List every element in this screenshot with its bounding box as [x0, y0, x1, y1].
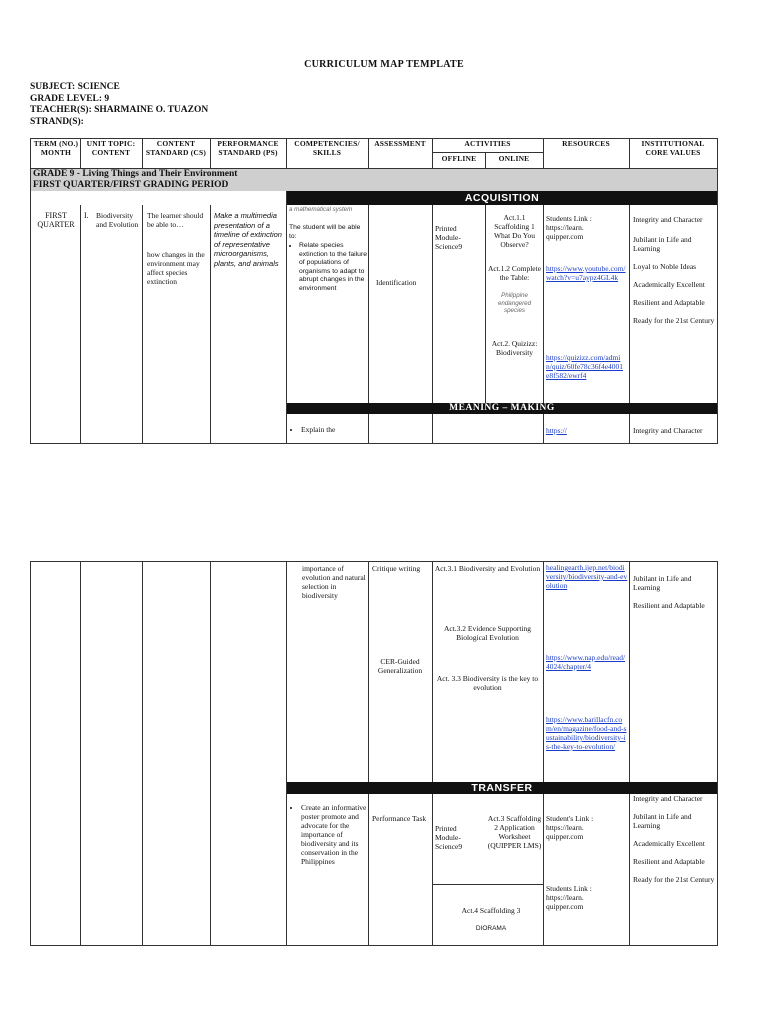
grade-band-period: FIRST QUARTER/FIRST GRADING PERIOD: [33, 180, 229, 190]
transfer-offline-module: Printed Module-Science9: [435, 824, 463, 851]
core-value: Academically Excellent: [633, 280, 705, 289]
activity-3-2: Act.3.2 Evidence Supporting Biological Evolution: [443, 624, 532, 642]
header-core-values: INSTITUTIONAL CORE VALUES: [641, 139, 705, 157]
subject-line: SUBJECT: SCIENCE: [30, 82, 120, 92]
core-value: Jubilant in Life and Learning: [633, 812, 692, 830]
offline-module: Printed Module-Science9: [435, 224, 463, 251]
header-online: ONLINE: [498, 154, 530, 163]
core-value: Jubilant in Life and Learning: [633, 235, 692, 253]
acquisition-band: ACQUISITION: [287, 191, 717, 205]
core-value: Loyal to Noble Ideas: [633, 262, 697, 271]
transfer-assessment: Performance Task: [372, 814, 427, 823]
core-values-list: [633, 215, 717, 325]
core-values-list-top: [633, 574, 717, 610]
competency-list: [289, 242, 367, 293]
resource-nap-link[interactable]: https://www.nap.edu/read/4024/chapter/4: [546, 653, 626, 671]
grade-band-title: GRADE 9 - Living Things and Their Environment: [33, 169, 238, 179]
meaning-competency-item: • Explain the: [301, 425, 367, 434]
document-meta: [30, 82, 208, 128]
header-assessment: ASSESSMENT: [374, 139, 426, 148]
competency-intro: The student will be able to:: [289, 224, 361, 240]
assessment-identification: Identification: [376, 278, 417, 287]
unit-topic: Biodiversity and Evolution: [96, 211, 139, 229]
resource-students-link-label: Students Link :: [546, 214, 592, 223]
header-resources: RESOURCES: [562, 139, 610, 148]
activity-1-1: Act.1.1 Scaffolding 1 What Do You Observe?: [493, 213, 536, 249]
resource-quizizz-link[interactable]: https://quizizz.com/admin/quiz/60fe78c36f4e4001e8f582/ewrf4: [546, 353, 624, 380]
activity-4: Act.4 Scaffolding 3: [461, 906, 521, 915]
header-offline: OFFLINE: [441, 154, 477, 163]
meaning-competency-list: [291, 425, 367, 434]
meaning-resource-link[interactable]: https://: [546, 426, 567, 435]
core-value: Jubilant in Life and Learning: [633, 574, 692, 592]
term-first-quarter: FIRST QUARTER: [37, 211, 75, 229]
unit-number: I.: [84, 211, 89, 220]
strand-line: STRAND(S):: [30, 116, 84, 127]
header-activities: ACTIVITIES: [464, 139, 511, 148]
performance-standard: Make a multimedia presentation of a timeline of extinction of representative microorganisms, plants, and animals: [214, 211, 282, 268]
header-competencies: COMPETENCIES/ SKILLS: [294, 139, 360, 157]
meaning-making-band: MEANING – MAKING: [287, 403, 717, 414]
core-value: Integrity and Character: [633, 794, 703, 803]
header-performance-standard: PERFORMANCE STANDARD (PS): [217, 139, 279, 157]
header-content-standard: CONTENT STANDARD (CS): [145, 139, 207, 157]
activity-1-2-subtitle: Philippine endangered species: [497, 292, 532, 314]
activity-2: Act.2. Quizizz: Biodiversity: [491, 339, 538, 357]
curriculum-table-page2: [30, 561, 718, 946]
transfer-competency-list: [291, 803, 367, 866]
core-value: Integrity and Character: [633, 215, 703, 224]
meaning-core-value: Integrity and Character: [633, 426, 703, 435]
core-value: Resilient and Adaptable: [633, 857, 705, 866]
grade-line: GRADE LEVEL: 9: [30, 93, 110, 104]
header-unit-topic: UNIT TOPIC: CONTENT: [86, 139, 136, 157]
core-value: Resilient and Adaptable: [633, 601, 705, 610]
curriculum-table-page1: [30, 138, 718, 444]
document-title: CURRICULUM MAP TEMPLATE: [304, 59, 464, 70]
header-term: TERM (NO.) MONTH: [33, 139, 79, 157]
resource-students-link: https://learn. quipper.com: [546, 223, 584, 241]
activity-3-3: Act. 3.3 Biodiversity is the key to evolution: [436, 674, 539, 692]
grade-band: [31, 169, 717, 191]
assessment-cer-generalization: CER-Guided Generalization: [377, 657, 423, 675]
teacher-line: TEACHER(S): SHARMAINE O. TUAZON: [30, 105, 209, 115]
competency-item: • Relate species extinction to the failure of populations of organisms to adapt to abrupt changes in the environment: [299, 242, 367, 293]
activity-3: Act.3 Scaffolding 2 Application Worksheet (QUIPPER LMS): [487, 814, 542, 850]
activity-1-2: Act.1.2 Complete the Table:: [487, 264, 542, 282]
core-value: Ready for the 21st Century: [633, 875, 715, 884]
content-standard: how changes in the environment may affect species extinction: [147, 250, 205, 286]
transfer-resource-2: Students Link : https://learn. quipper.com: [546, 884, 592, 911]
resource-healingearth-link[interactable]: healingearth.ijep.net/biodiversity/biodiversity-and-evolution: [546, 563, 628, 590]
competency-header-note: a mathematical system: [289, 206, 353, 213]
core-values-list-bottom: [633, 794, 717, 884]
resource-barillacfn-link[interactable]: https://www.barillacfn.com/en/magazine/food-and-sustainability/biodiversity-is-the-key-to-evolution/: [546, 715, 627, 751]
core-value: Ready for the 21st Century: [633, 316, 715, 325]
transfer-competency-item: • Create an informative poster promote and advocate for the importance of biodiversity and its conservation in the Philippines: [301, 803, 367, 866]
transfer-band: TRANSFER: [287, 782, 717, 794]
activity-3-1: Act.3.1 Biodiversity and Evolution: [434, 564, 541, 573]
content-standard-intro: The learner should be able to…: [147, 211, 204, 229]
transfer-resource-1: Student's Link : https://learn. quipper.com: [546, 814, 594, 841]
resource-youtube-link[interactable]: https://www.youtube.com/watch?v=u7aypz4GL4k: [546, 264, 626, 282]
assessment-critique-writing: Critique writing: [372, 564, 421, 573]
activity-4-subtitle: DIORAMA: [475, 925, 507, 932]
core-value: Academically Excellent: [633, 839, 705, 848]
evolution-competency: importance of evolution and natural selection in biodiversity: [302, 564, 366, 600]
core-value: Resilient and Adaptable: [633, 298, 705, 307]
